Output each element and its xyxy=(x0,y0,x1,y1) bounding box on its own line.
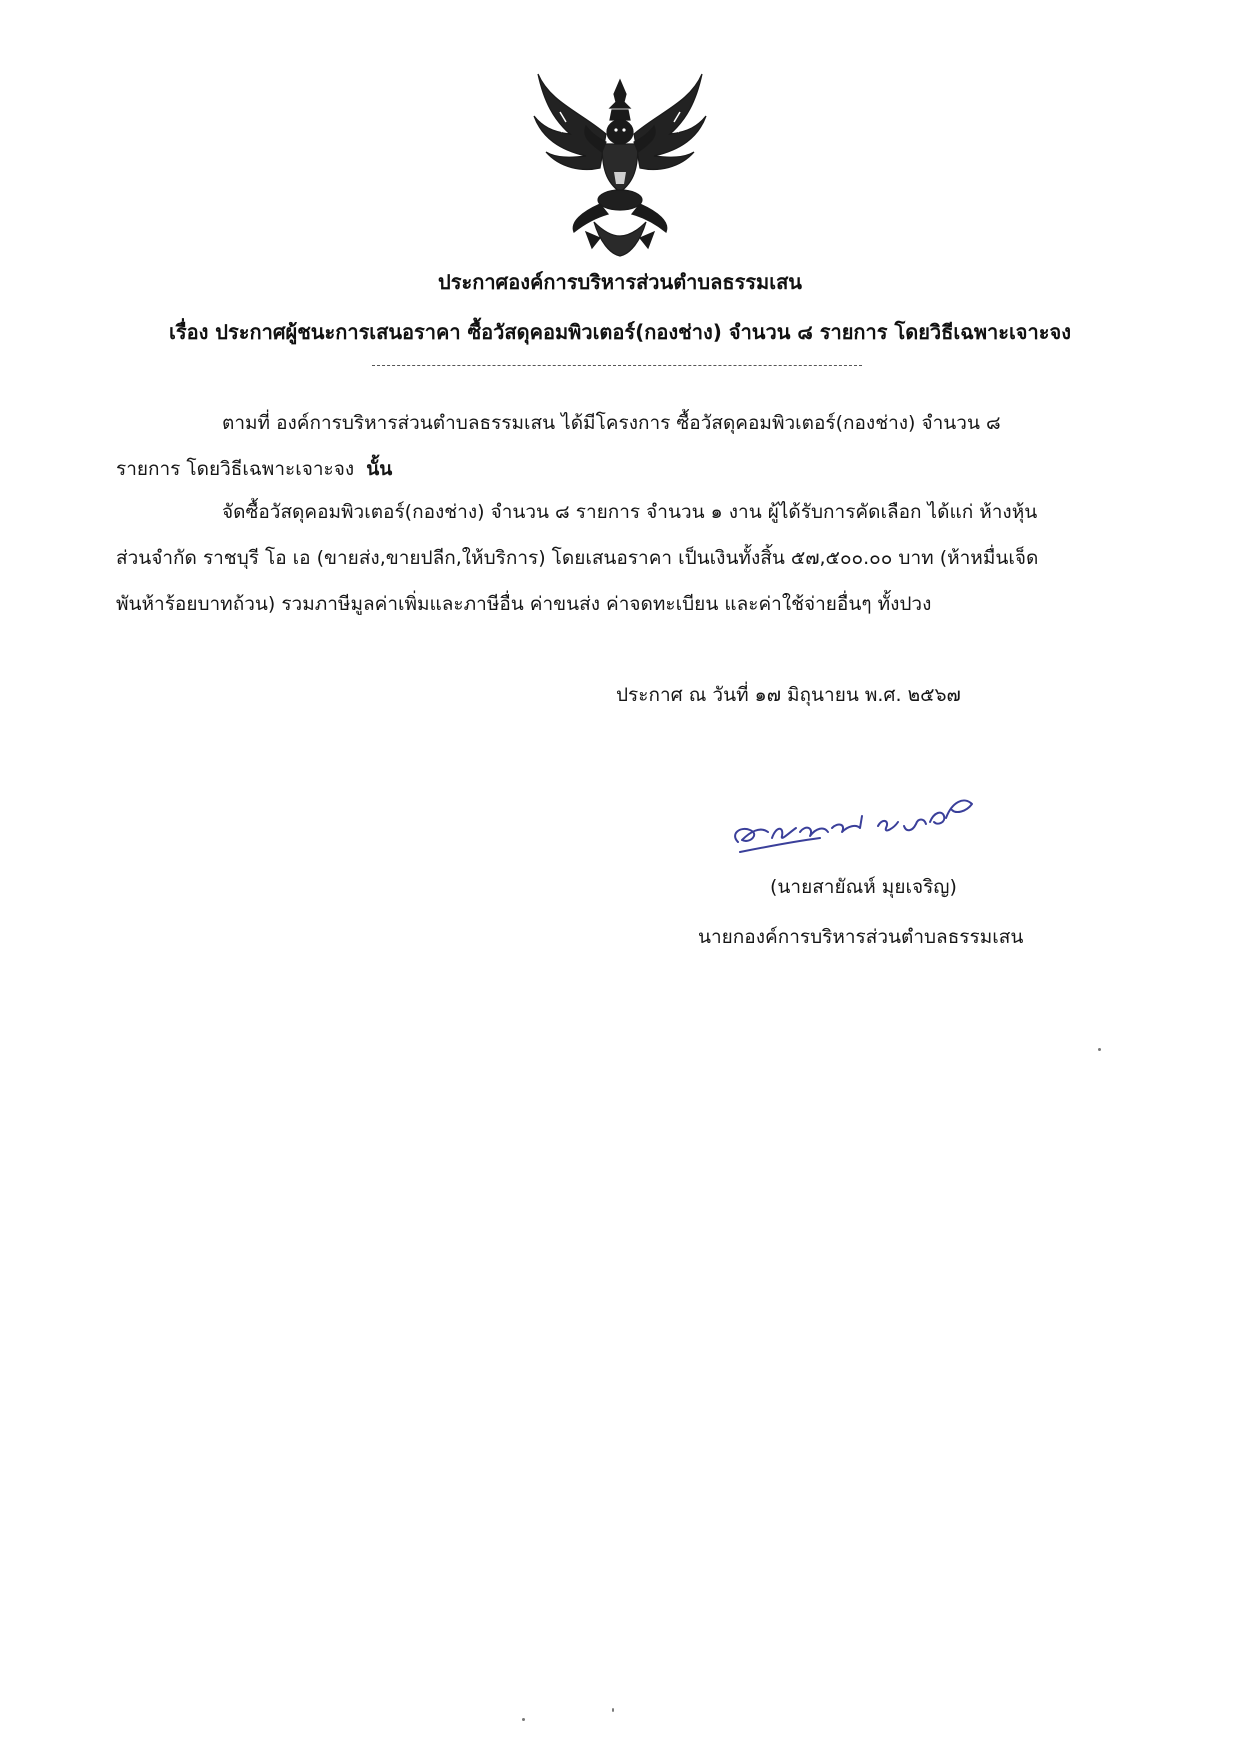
subject-title: เรื่อง ประกาศผู้ชนะการเสนอราคา ซื้อวัสดุคอมพิวเตอร์(กองช่าง) จำนวน ๘ รายการ โดยวิธีเฉพาะเจาะจง xyxy=(168,320,1071,344)
scan-speck xyxy=(612,1708,614,1712)
paragraph-2-line-1: จัดซื้อวัสดุคอมพิวเตอร์(กองช่าง) จำนวน ๘ รายการ จำนวน ๑ งาน ผู้ได้รับการคัดเลือก ได้แก่ ห้างหุ้น xyxy=(222,501,1038,523)
garuda-emblem-icon xyxy=(530,72,710,258)
paragraph-1-line-2 xyxy=(116,454,392,484)
paragraph-2-line-3: พันห้าร้อยบาทถ้วน) รวมภาษีมูลค่าเพิ่มและภาษีอื่น ค่าขนส่ง ค่าจดทะเบียน และค่าใช้จ่ายอื่นๆ ทั้งปวง xyxy=(116,593,932,615)
paragraph-2-line-2: ส่วนจำกัด ราชบุรี โอ เอ (ขายส่ง,ขายปลีก,ให้บริการ) โดยเสนอราคา เป็นเงินทั้งสิ้น ๕๗,๕๐๐.๐๐ บาท (ห้าหมื่นเจ็ด xyxy=(116,547,1039,569)
signer-name: (นายสายัณห์ มุยเจริญ) xyxy=(770,876,957,898)
announcement-date: ประกาศ ณ วันที่ ๑๗ มิถุนายน พ.ศ. ๒๕๖๗ xyxy=(616,684,961,706)
handwritten-signature-icon xyxy=(720,782,1020,862)
org-title: ประกาศองค์การบริหารส่วนตำบลธรรมเสน xyxy=(438,270,802,294)
scan-speck xyxy=(1098,1048,1101,1051)
paragraph-1-line-2-tail: นั้น xyxy=(366,458,393,480)
dashed-divider xyxy=(372,365,862,366)
signer-title: นายกองค์การบริหารส่วนตำบลธรรมเสน xyxy=(698,926,1024,948)
paragraph-1-line-2-text: รายการ โดยวิธีเฉพาะเจาะจง xyxy=(116,458,355,480)
scan-speck xyxy=(522,1718,525,1721)
paragraph-1-line-1: ตามที่ องค์การบริหารส่วนตำบลธรรมเสน ได้มีโครงการ ซื้อวัสดุคอมพิวเตอร์(กองช่าง) จำนวน ๘ xyxy=(222,412,1001,434)
